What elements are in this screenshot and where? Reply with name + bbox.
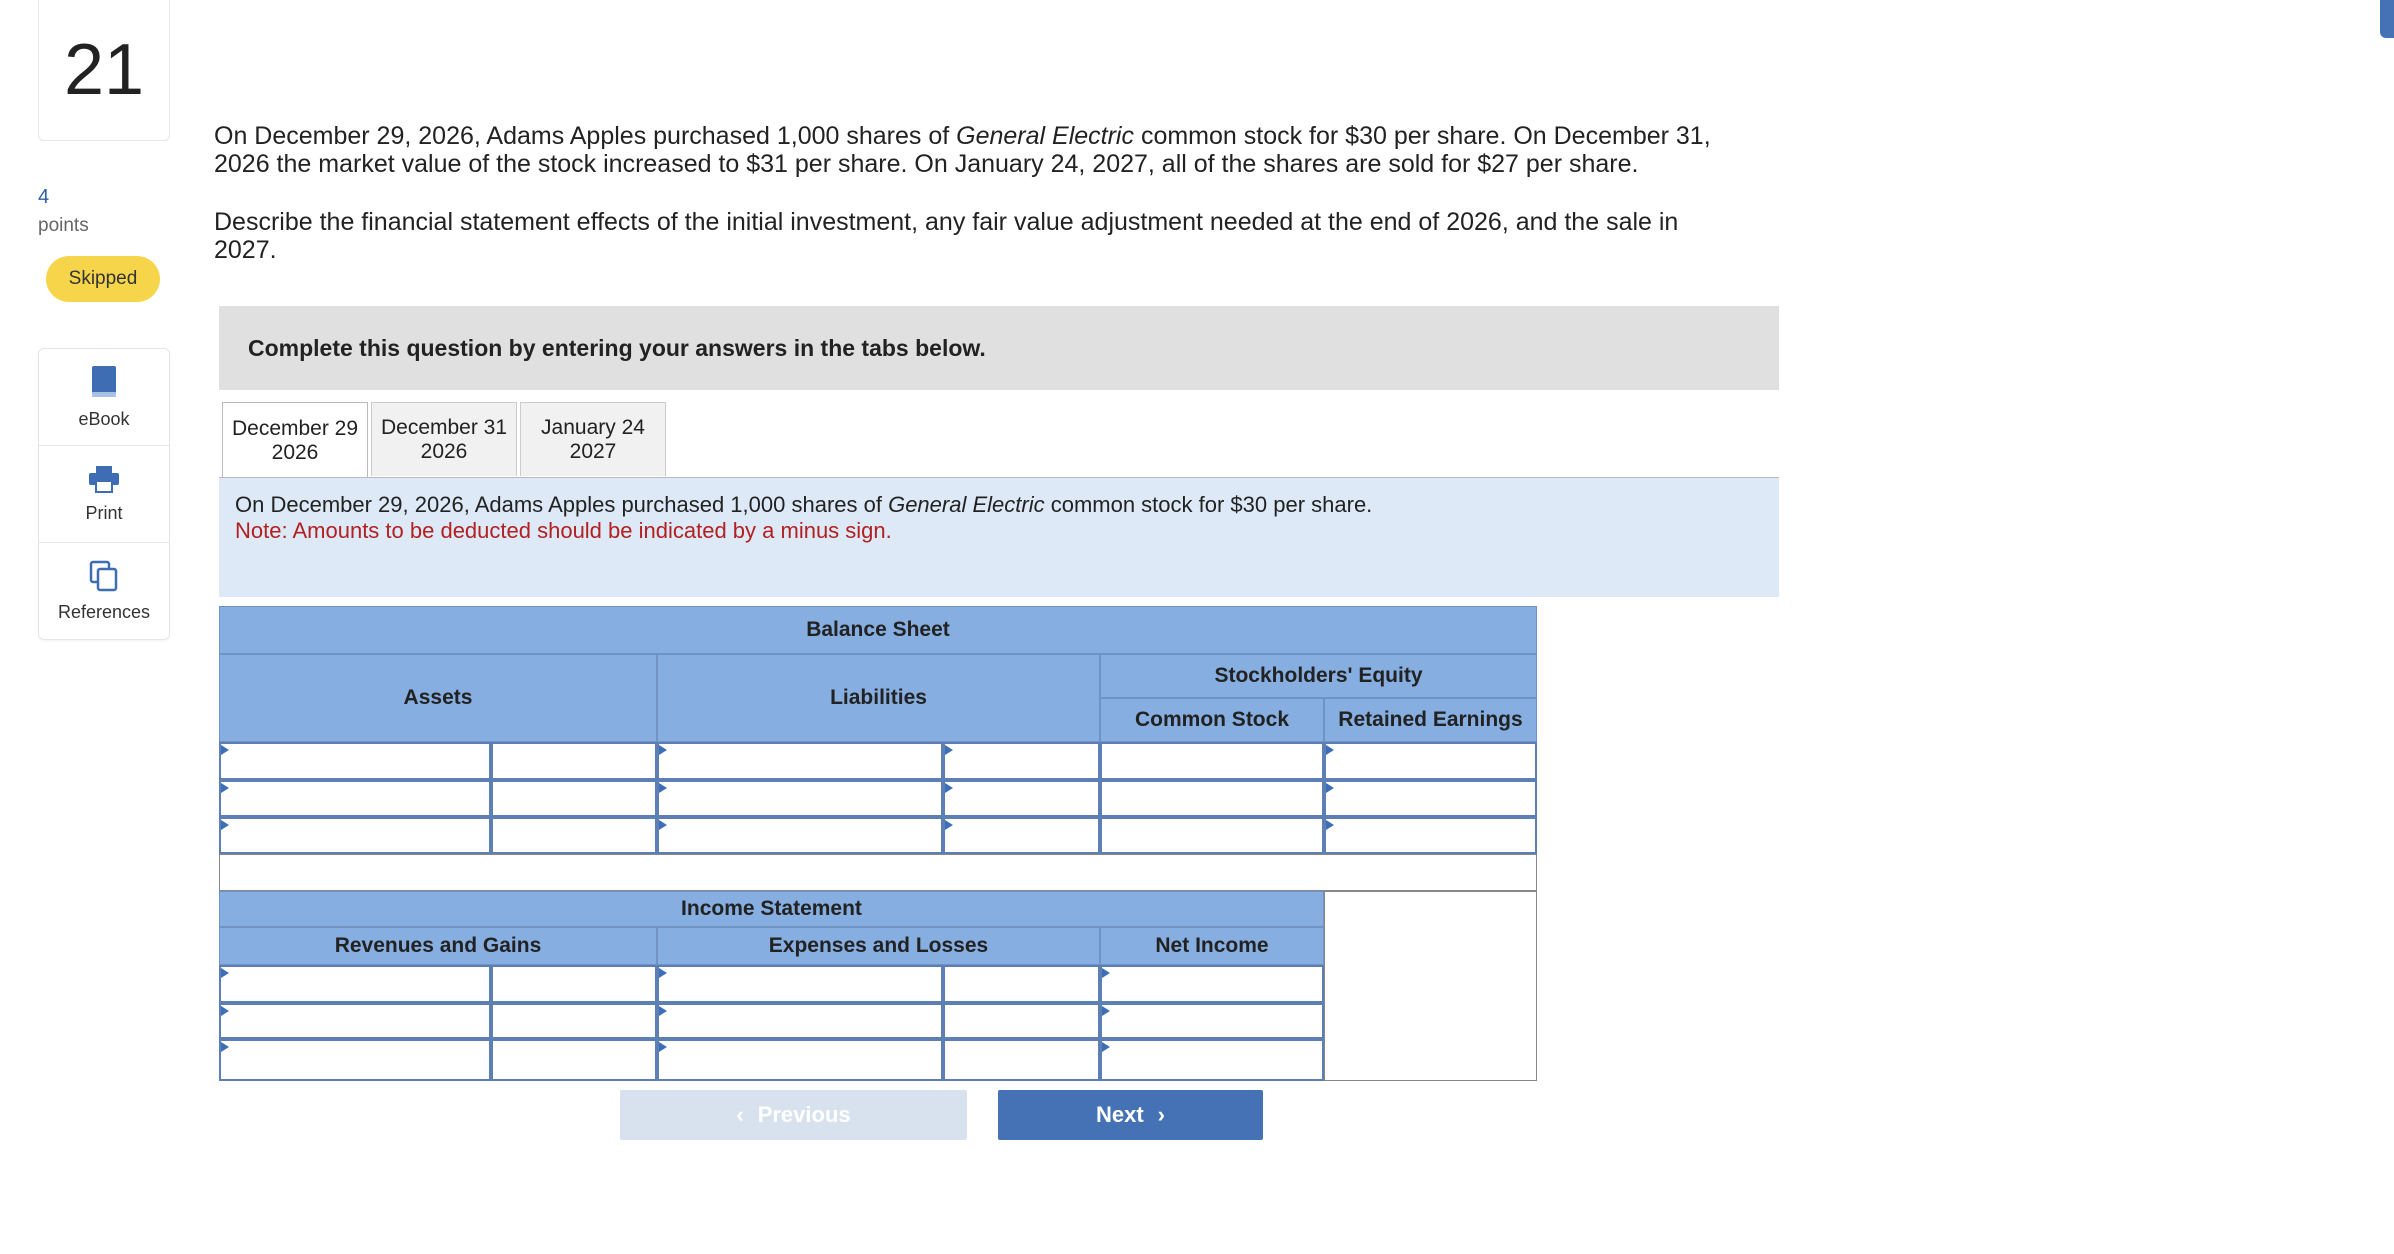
liabilities-header: Liabilities [657,654,1100,742]
tab-info-panel [219,478,1779,597]
retained-earnings-input-2[interactable] [1324,780,1537,817]
liabilities-account-input-2[interactable] [657,780,943,817]
question-prompt [214,122,1714,294]
tab-december-29-2026[interactable]: December 29 2026 [222,402,368,479]
tab-info-note: Note: Amounts to be deducted should be indicated by a minus sign. [235,518,892,543]
income-statement-title: Income Statement [219,891,1324,927]
print-label: Print [85,502,123,523]
expenses-account-input-3[interactable] [657,1039,943,1081]
print-button[interactable] [39,446,169,543]
revenues-account-input-3[interactable] [219,1039,491,1081]
assets-account-input-3[interactable] [219,817,491,854]
expenses-losses-header: Expenses and Losses [657,927,1100,965]
grid-spacer-row [219,854,1537,891]
next-button[interactable] [998,1090,1263,1140]
common-stock-input-1[interactable] [1100,742,1324,780]
ebook-button[interactable] [39,349,169,446]
common-stock-input-3[interactable] [1100,817,1324,854]
assets-account-input-1[interactable] [219,742,491,780]
assets-amount-input-1[interactable] [491,742,657,780]
balance-sheet-title: Balance Sheet [219,606,1537,654]
chevron-right-icon: › [1157,1102,1165,1127]
expenses-account-input-2[interactable] [657,1003,943,1039]
net-income-header: Net Income [1100,927,1324,965]
revenues-gains-header: Revenues and Gains [219,927,657,965]
previous-button[interactable] [620,1090,967,1140]
previous-label: Previous [757,1102,851,1127]
revenues-amount-input-1[interactable] [491,965,657,1003]
next-label: Next [1095,1102,1144,1127]
prompt-paragraph-2: Describe the financial statement effects of the initial investment, any fair value adjustment needed at the end of 2026, and the sale in 2027. [214,208,1679,264]
stockholders-equity-header: Stockholders' Equity [1100,654,1537,698]
expenses-account-input-1[interactable] [657,965,943,1003]
liabilities-amount-input-1[interactable] [943,742,1100,780]
status-badge: Skipped [46,256,160,302]
net-income-input-1[interactable] [1100,965,1324,1003]
tab-bar [222,402,666,479]
liabilities-amount-input-2[interactable] [943,780,1100,817]
expenses-amount-input-1[interactable] [943,965,1100,1003]
liabilities-account-input-1[interactable] [657,742,943,780]
references-label: References [57,601,151,622]
instruction-banner: Complete this question by entering your answers in the tabs below. [219,306,1779,390]
prompt-paragraph-1: On December 29, 2026, Adams Apples purchased 1,000 shares of General Electric common stock for $30 per share. On December 31, 2026 the market value of the stock increased to $31 per share. On January 24, 2027, all of the shares are sold for $27 per share. [214,122,1711,178]
retained-earnings-input-3[interactable] [1324,817,1537,854]
revenues-amount-input-2[interactable] [491,1003,657,1039]
expenses-amount-input-3[interactable] [943,1039,1100,1081]
expenses-amount-input-2[interactable] [943,1003,1100,1039]
liabilities-amount-input-3[interactable] [943,817,1100,854]
common-stock-input-2[interactable] [1100,780,1324,817]
common-stock-header: Common Stock [1100,698,1324,742]
points-value: 4 [38,186,50,208]
net-income-input-3[interactable] [1100,1039,1324,1081]
chevron-left-icon: ‹ [736,1102,744,1127]
book-icon [90,365,118,399]
revenues-amount-input-3[interactable] [491,1039,657,1081]
assets-account-input-2[interactable] [219,780,491,817]
ebook-label: eBook [78,408,130,429]
assets-amount-input-2[interactable] [491,780,657,817]
question-number: 21 [38,0,170,141]
liabilities-account-input-3[interactable] [657,817,943,854]
points-label: points [38,215,89,236]
references-button[interactable] [39,543,169,639]
corner-marker [2380,0,2394,38]
revenues-account-input-1[interactable] [219,965,491,1003]
income-statement-empty-area [1324,891,1537,1081]
retained-earnings-input-1[interactable] [1324,742,1537,780]
net-income-input-2[interactable] [1100,1003,1324,1039]
tab-december-31-2026[interactable]: December 31 2026 [371,402,517,476]
retained-earnings-header: Retained Earnings [1324,698,1537,742]
tab-info-text: On December 29, 2026, Adams Apples purchased 1,000 shares of General Electric common stock for $30 per share. [235,492,1373,517]
assets-header: Assets [219,654,657,742]
copy-icon [89,560,119,592]
revenues-account-input-2[interactable] [219,1003,491,1039]
tools-panel [38,348,170,640]
assets-amount-input-3[interactable] [491,817,657,854]
printer-icon [88,465,120,493]
tab-january-24-2027[interactable]: January 24 2027 [520,402,666,476]
